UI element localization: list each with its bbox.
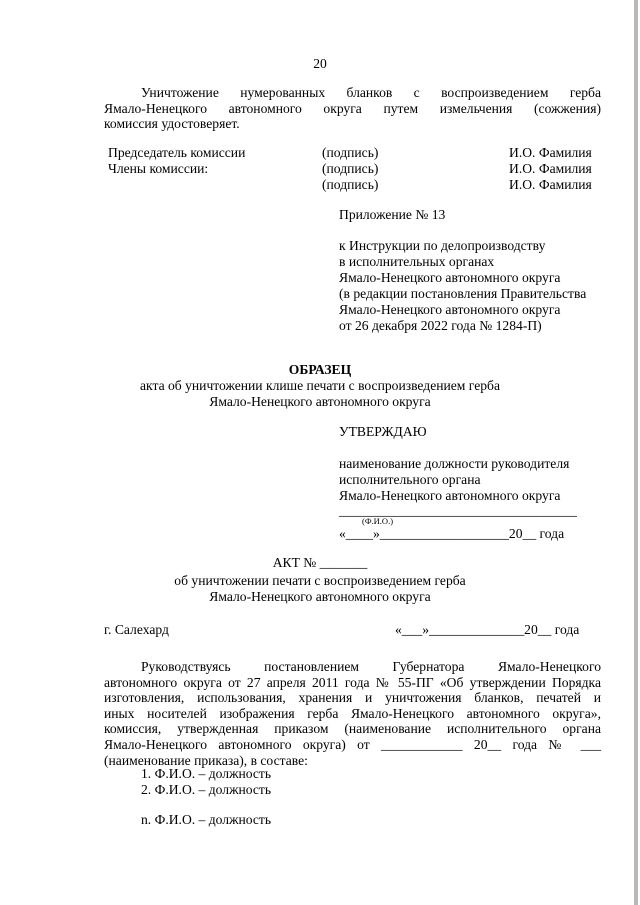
appendix-line-1: к Инструкции по делопроизводству xyxy=(339,238,546,253)
member-item-n: n. Ф.И.О. – должность xyxy=(141,812,272,827)
signature-placeholder-3: (подпись) xyxy=(322,177,379,192)
approve-line-2: исполнительного органа xyxy=(339,472,481,487)
page-edge-shadow xyxy=(634,0,638,905)
approve-line-3: Ямало-Ненецкого автономного округа xyxy=(339,488,561,503)
members-label: Члены комиссии: xyxy=(108,161,209,176)
act-date-line: «___»______________20__ года xyxy=(395,622,580,637)
sample-subtitle-2: Ямало-Ненецкого автономного округа xyxy=(209,394,431,409)
name-placeholder-3: И.О. Фамилия xyxy=(509,177,592,192)
sample-subtitle-1: акта об уничтожении клише печати с воспроизведением герба xyxy=(140,378,500,393)
body-line-1: Руководствуясь постановлением Губернатора Ямало-Ненецкого xyxy=(141,659,601,674)
body-line-2: автономного округа от 27 апреля 2011 года № 55-ПГ «Об утверждении Порядка xyxy=(104,674,601,690)
appendix-line-6: от 26 декабря 2022 года № 1284-П) xyxy=(339,318,542,333)
appendix-title: Приложение № 13 xyxy=(339,207,446,222)
body-line-6: Ямало-Ненецкого автономного округа) от ____________ 20__ года № ___ xyxy=(104,736,601,752)
appendix-line-2: в исполнительных органах xyxy=(339,254,495,269)
act-subtitle-1: об уничтожении печати с воспроизведением герба xyxy=(174,573,466,588)
approve-fio-caption: (Ф.И.О.) xyxy=(362,516,394,526)
appendix-line-5: Ямало-Ненецкого автономного округа xyxy=(339,302,561,317)
intro-paragraph xyxy=(104,85,601,132)
appendix-line-4: (в редакции постановления Правительства xyxy=(339,286,587,301)
member-item-2: 2. Ф.И.О. – должность xyxy=(141,782,272,797)
name-placeholder-1: И.О. Фамилия xyxy=(509,145,592,160)
act-city: г. Салехард xyxy=(104,622,169,637)
chairman-label: Председатель комиссии xyxy=(108,145,246,160)
sample-heading: ОБРАЗЕЦ xyxy=(288,362,352,377)
approve-title: УТВЕРЖДАЮ xyxy=(339,424,427,439)
approve-line-1: наименование должности руководителя xyxy=(339,456,570,471)
body-line-7: (наименование приказа), в составе: xyxy=(104,752,308,768)
act-title: АКТ № _______ xyxy=(272,555,368,570)
intro-line-3: комиссия удостоверяет. xyxy=(104,116,240,132)
body-line-3: изготовления, использования, хранения и уничтожения бланков, печатей и xyxy=(104,690,601,706)
intro-line-1: Уничтожение нумерованных бланков с воспроизведением герба xyxy=(141,85,601,100)
act-subtitle-2: Ямало-Ненецкого автономного округа xyxy=(209,589,431,604)
member-item-1: 1. Ф.И.О. – должность xyxy=(141,766,272,781)
appendix-line-3: Ямало-Ненецкого автономного округа xyxy=(339,270,561,285)
approve-date-line: «____»___________________20__ года xyxy=(339,526,565,541)
body-paragraph xyxy=(104,659,601,768)
body-line-4: иных носителей изображения герба Ямало-Ненецкого автономного округа», xyxy=(104,705,601,721)
approve-signature-line: ___________________________________ xyxy=(339,503,577,518)
signature-placeholder-2: (подпись) xyxy=(322,161,379,176)
body-line-5: комиссия, утвержденная приказом (наименование исполнительного органа xyxy=(104,721,601,737)
name-placeholder-2: И.О. Фамилия xyxy=(509,161,592,176)
signature-placeholder-1: (подпись) xyxy=(322,145,379,160)
intro-line-2: Ямало-Ненецкого автономного округа путем измельчения (сожжения) xyxy=(104,100,601,116)
page-number: 20 xyxy=(313,56,327,71)
